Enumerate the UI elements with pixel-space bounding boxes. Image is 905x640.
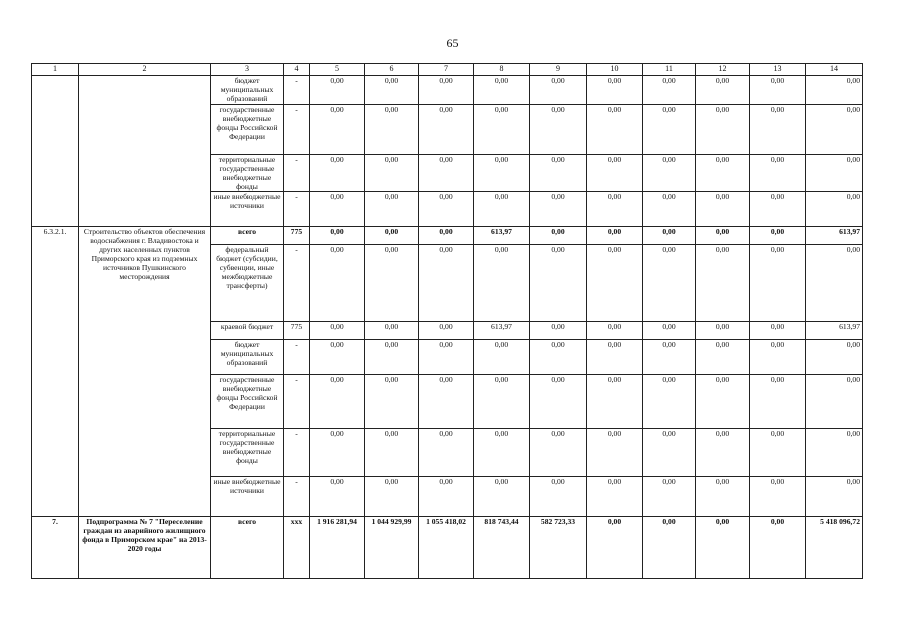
year-value: 0,00 (696, 429, 750, 477)
year-value: 0,00 (750, 322, 806, 340)
year-value: 0,00 (419, 477, 474, 517)
year-value: 0,00 (750, 76, 806, 105)
year-value: 0,00 (750, 340, 806, 375)
row-description (79, 76, 211, 227)
year-value: 0,00 (474, 192, 530, 227)
budget-code: - (284, 375, 310, 429)
year-value: 0,00 (419, 227, 474, 245)
year-value: 0,00 (419, 429, 474, 477)
year-value: 0,00 (474, 245, 530, 322)
year-value: 0,00 (419, 192, 474, 227)
row-description: Строительство объектов обеспечения водоснабжения г. Владивостока и других населенных пунктов Приморского края из подземных источников Пушкинского месторождения (79, 227, 211, 517)
year-value: 0,00 (365, 375, 419, 429)
row-number: 6.3.2.1. (32, 227, 79, 517)
year-value: 0,00 (474, 105, 530, 155)
year-value: 0,00 (419, 105, 474, 155)
budget-code: - (284, 245, 310, 322)
year-value: 0,00 (587, 227, 643, 245)
year-value: 0,00 (310, 322, 365, 340)
year-value: 0,00 (696, 340, 750, 375)
year-value: 0,00 (365, 429, 419, 477)
column-header: 2 (79, 64, 211, 76)
year-value: 0,00 (530, 76, 587, 105)
year-value: 0,00 (474, 340, 530, 375)
budget-table (31, 63, 863, 579)
year-value: 0,00 (587, 477, 643, 517)
year-value: 0,00 (750, 192, 806, 227)
funding-source: бюджет муниципальных образований (211, 340, 284, 375)
year-value: 0,00 (530, 245, 587, 322)
budget-code: - (284, 192, 310, 227)
year-value: 0,00 (365, 245, 419, 322)
year-value: 0,00 (310, 340, 365, 375)
year-value: 0,00 (419, 245, 474, 322)
year-value: 0,00 (474, 375, 530, 429)
funding-source: государственные внебюджетные фонды Российской Федерации (211, 375, 284, 429)
year-value: 0,00 (643, 517, 696, 579)
funding-source: иные внебюджетные источники (211, 477, 284, 517)
year-value: 0,00 (474, 429, 530, 477)
year-value: 0,00 (530, 155, 587, 192)
row-number (32, 76, 79, 227)
year-value: 0,00 (419, 155, 474, 192)
year-value: 0,00 (696, 517, 750, 579)
year-value: 0,00 (696, 105, 750, 155)
budget-code: - (284, 105, 310, 155)
funding-source: краевой бюджет (211, 322, 284, 340)
year-value: 0,00 (310, 76, 365, 105)
year-value: 0,00 (365, 322, 419, 340)
total-value: 0,00 (806, 192, 863, 227)
year-value: 0,00 (643, 429, 696, 477)
year-value: 0,00 (474, 477, 530, 517)
year-value: 0,00 (750, 155, 806, 192)
year-value: 0,00 (587, 340, 643, 375)
year-value: 0,00 (696, 227, 750, 245)
column-header: 3 (211, 64, 284, 76)
year-value: 0,00 (587, 192, 643, 227)
year-value: 0,00 (530, 105, 587, 155)
funding-source: всего (211, 227, 284, 245)
year-value: 0,00 (696, 375, 750, 429)
budget-code: - (284, 477, 310, 517)
year-value: 0,00 (310, 227, 365, 245)
column-header: 9 (530, 64, 587, 76)
total-value: 0,00 (806, 155, 863, 192)
year-value: 0,00 (587, 76, 643, 105)
column-header: 6 (365, 64, 419, 76)
page-number: 65 (446, 36, 459, 50)
funding-source: территориальные государственные внебюджетные фонды (211, 429, 284, 477)
year-value: 0,00 (643, 192, 696, 227)
year-value: 0,00 (587, 245, 643, 322)
budget-code: 775 (284, 322, 310, 340)
year-value: 818 743,44 (474, 517, 530, 579)
year-value: 0,00 (696, 155, 750, 192)
budget-code: - (284, 76, 310, 105)
year-value: 0,00 (365, 76, 419, 105)
total-value: 0,00 (806, 375, 863, 429)
funding-source: территориальные государственные внебюджетные фонды (211, 155, 284, 192)
year-value: 0,00 (587, 155, 643, 192)
column-header: 8 (474, 64, 530, 76)
year-value: 0,00 (530, 340, 587, 375)
year-value: 0,00 (587, 429, 643, 477)
funding-source: бюджет муниципальных образований (211, 76, 284, 105)
year-value: 0,00 (310, 155, 365, 192)
row-number: 7. (32, 517, 79, 579)
year-value: 0,00 (310, 375, 365, 429)
funding-source: всего (211, 517, 284, 579)
column-header: 12 (696, 64, 750, 76)
year-value: 0,00 (474, 155, 530, 192)
budget-code: - (284, 155, 310, 192)
year-value: 1 055 418,02 (419, 517, 474, 579)
year-value: 0,00 (365, 227, 419, 245)
year-value: 0,00 (365, 155, 419, 192)
year-value: 0,00 (643, 340, 696, 375)
table-row (32, 517, 863, 579)
budget-code: - (284, 340, 310, 375)
year-value: 0,00 (365, 340, 419, 375)
year-value: 0,00 (474, 76, 530, 105)
year-value: 0,00 (310, 477, 365, 517)
year-value: 0,00 (419, 322, 474, 340)
total-value: 0,00 (806, 340, 863, 375)
year-value: 0,00 (310, 105, 365, 155)
year-value: 0,00 (750, 105, 806, 155)
year-value: 0,00 (419, 375, 474, 429)
year-value: 0,00 (643, 76, 696, 105)
year-value: 0,00 (419, 340, 474, 375)
budget-code: 775 (284, 227, 310, 245)
year-value: 0,00 (310, 429, 365, 477)
funding-source: государственные внебюджетные фонды Российской Федерации (211, 105, 284, 155)
funding-source: федеральный бюджет (субсидии, субвенции, иные межбюджетные трансферты) (211, 245, 284, 322)
column-header: 5 (310, 64, 365, 76)
column-header: 14 (806, 64, 863, 76)
year-value: 0,00 (643, 245, 696, 322)
year-value: 0,00 (696, 76, 750, 105)
year-value: 0,00 (696, 322, 750, 340)
year-value: 0,00 (587, 517, 643, 579)
total-value: 0,00 (806, 245, 863, 322)
year-value: 0,00 (419, 76, 474, 105)
table-body (32, 64, 863, 579)
year-value: 0,00 (643, 155, 696, 192)
year-value: 0,00 (587, 322, 643, 340)
year-value: 0,00 (750, 227, 806, 245)
year-value: 0,00 (365, 192, 419, 227)
year-value: 0,00 (530, 429, 587, 477)
year-value: 0,00 (530, 192, 587, 227)
year-value: 0,00 (750, 375, 806, 429)
year-value: 0,00 (530, 227, 587, 245)
year-value: 0,00 (310, 192, 365, 227)
table-row (32, 227, 863, 245)
year-value: 0,00 (530, 375, 587, 429)
year-value: 0,00 (643, 322, 696, 340)
year-value: 0,00 (696, 192, 750, 227)
year-value: 613,97 (474, 227, 530, 245)
total-value: 613,97 (806, 322, 863, 340)
total-value: 0,00 (806, 76, 863, 105)
year-value: 0,00 (643, 477, 696, 517)
budget-code: ххх (284, 517, 310, 579)
year-value: 0,00 (696, 245, 750, 322)
column-header: 7 (419, 64, 474, 76)
year-value: 0,00 (530, 322, 587, 340)
year-value: 613,97 (474, 322, 530, 340)
year-value: 1 916 281,94 (310, 517, 365, 579)
budget-code: - (284, 429, 310, 477)
total-value: 613,97 (806, 227, 863, 245)
year-value: 0,00 (365, 105, 419, 155)
column-header: 10 (587, 64, 643, 76)
year-value: 0,00 (643, 227, 696, 245)
funding-source: иные внебюджетные источники (211, 192, 284, 227)
year-value: 582 723,33 (530, 517, 587, 579)
year-value: 0,00 (750, 517, 806, 579)
year-value: 1 044 929,99 (365, 517, 419, 579)
table-row (32, 76, 863, 105)
total-value: 0,00 (806, 105, 863, 155)
header-row (32, 64, 863, 76)
column-header: 4 (284, 64, 310, 76)
year-value: 0,00 (587, 105, 643, 155)
total-value: 0,00 (806, 477, 863, 517)
year-value: 0,00 (365, 477, 419, 517)
year-value: 0,00 (310, 245, 365, 322)
column-header: 1 (32, 64, 79, 76)
year-value: 0,00 (587, 375, 643, 429)
year-value: 0,00 (643, 375, 696, 429)
total-value: 0,00 (806, 429, 863, 477)
column-header: 11 (643, 64, 696, 76)
year-value: 0,00 (643, 105, 696, 155)
year-value: 0,00 (750, 429, 806, 477)
year-value: 0,00 (750, 245, 806, 322)
year-value: 0,00 (530, 477, 587, 517)
column-header: 13 (750, 64, 806, 76)
total-value: 5 418 096,72 (806, 517, 863, 579)
year-value: 0,00 (750, 477, 806, 517)
year-value: 0,00 (696, 477, 750, 517)
row-description: Подпрограмма № 7 "Переселение граждан из аварийного жилищного фонда в Приморском крае" на 2013-2020 годы (79, 517, 211, 579)
